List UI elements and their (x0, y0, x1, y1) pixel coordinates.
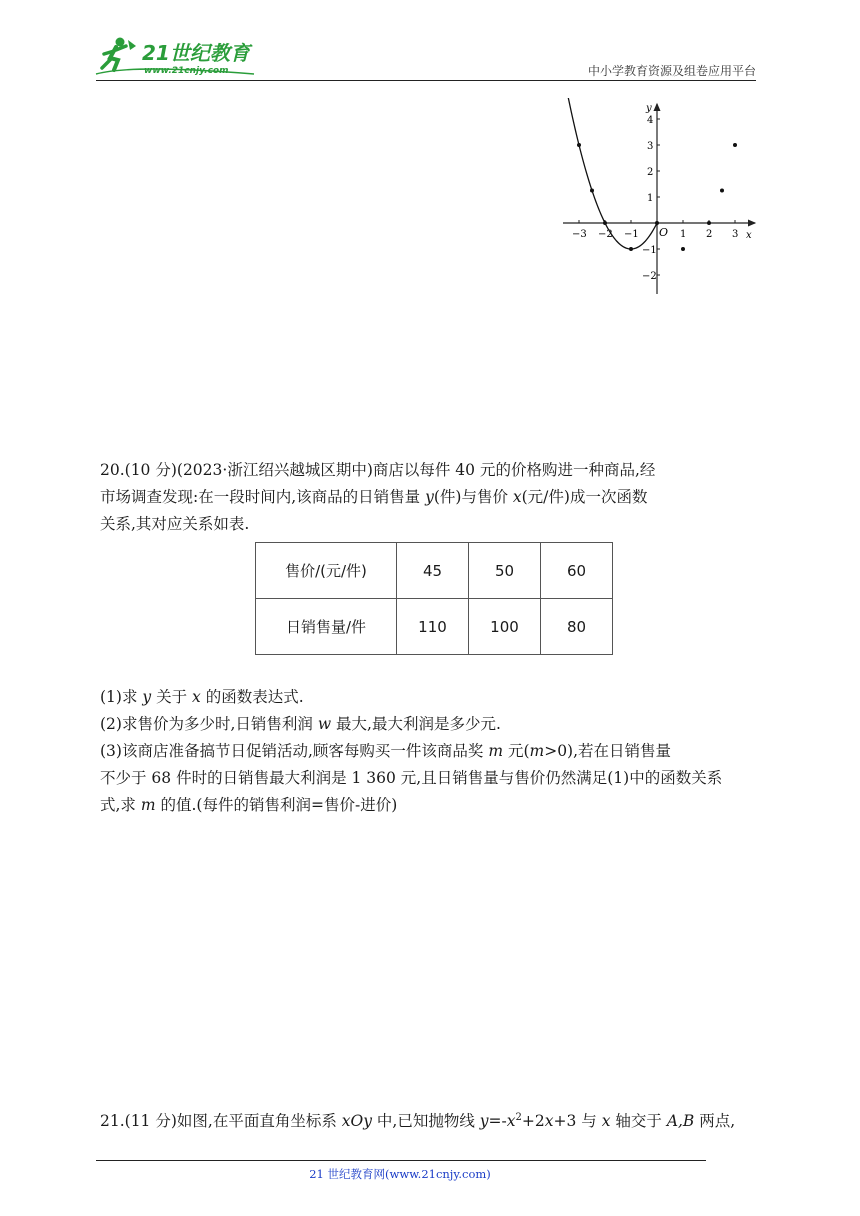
graph-point (590, 189, 594, 193)
graph-point (577, 143, 581, 147)
graph-point (655, 221, 659, 225)
question-20-parts (100, 684, 768, 819)
header-platform-text: 中小学教育资源及组卷应用平台 (587, 64, 756, 78)
table-cell: 110 (397, 599, 469, 655)
x-tick-label: −1 (624, 229, 639, 240)
logo-url-text: www.21cnjy.com (144, 66, 229, 76)
q20-part-2: (2)求售价为多少时,日销售利润 w 最大,最大利润是多少元. (100, 715, 501, 733)
y-tick-label: −1 (642, 245, 657, 256)
graph-point (629, 247, 633, 251)
graph-point (720, 189, 724, 193)
parabola-curve (566, 98, 657, 249)
axis-ticks (572, 115, 738, 282)
question-20 (100, 457, 768, 538)
q20-line-1: 20.(10 分)(2023·浙江绍兴越城区期中)商店以每件 40 元的价格购进一种商品,经 (100, 461, 656, 479)
logo-text: 21世纪教育 (142, 41, 250, 65)
y-tick-label: 1 (647, 193, 654, 204)
x-tick-label: −2 (598, 229, 613, 240)
x-tick-label: 1 (680, 229, 687, 240)
table-row (256, 599, 613, 655)
graph-point (681, 247, 685, 251)
table-row (256, 543, 613, 599)
y-tick-label: 4 (647, 115, 654, 126)
header-divider (96, 80, 756, 81)
question-21 (100, 1104, 768, 1135)
coordinate-graph (560, 98, 760, 298)
runner-icon (102, 38, 136, 71)
site-logo (94, 34, 264, 78)
table-cell: 80 (541, 599, 613, 655)
x-tick-label: 3 (732, 229, 739, 240)
table-cell: 50 (469, 543, 541, 599)
table-cell: 100 (469, 599, 541, 655)
footer-site-text: 21 世纪教育网(www.21cnjy.com) (309, 1167, 491, 1181)
y-tick-label: 2 (647, 167, 654, 178)
y-tick-label: −2 (642, 271, 657, 282)
q20-line-3: 关系,其对应关系如表. (100, 515, 250, 533)
table-cell: 60 (541, 543, 613, 599)
table-cell: 日销售量/件 (256, 599, 397, 655)
y-tick-label: 3 (647, 141, 654, 152)
graph-point (707, 221, 711, 225)
table-cell: 售价/(元/件) (256, 543, 397, 599)
x-tick-label: −3 (572, 229, 587, 240)
q20-part-3: (3)该商店准备搞节日促销活动,顾客每购买一件该商品奖 m 元(m>0),若在日销售量 (100, 742, 672, 760)
x-axis-label: x (746, 230, 752, 241)
origin-label: O (659, 226, 669, 239)
price-sales-table (255, 542, 613, 655)
footer-divider (96, 1160, 706, 1161)
q20-part-3-line-3: 式,求 m 的值.(每件的销售利润=售价-进价) (100, 796, 398, 814)
graph-point (603, 221, 607, 225)
q21-line-1: 21.(11 分)如图,在平面直角坐标系 xOy 中,已知抛物线 $y=-x^2+2x+3$ 与 x 轴交于 A,B 两点, (100, 1112, 736, 1131)
q20-part-1: (1)求 y 关于 x 的函数表达式. (100, 688, 304, 706)
graph-point (733, 143, 737, 147)
x-tick-label: 2 (706, 229, 713, 240)
table-cell: 45 (397, 543, 469, 599)
y-axis-label: y (646, 103, 652, 114)
q20-part-3-line-2: 不少于 68 件时的日销售最大利润是 1 360 元,且日销售量与售价仍然满足(1)中的函数关系 (100, 769, 723, 787)
q20-line-2: 市场调查发现:在一段时间内,该商品的日销售量 y(件)与售价 x(元/件)成一次函数 (100, 488, 648, 506)
